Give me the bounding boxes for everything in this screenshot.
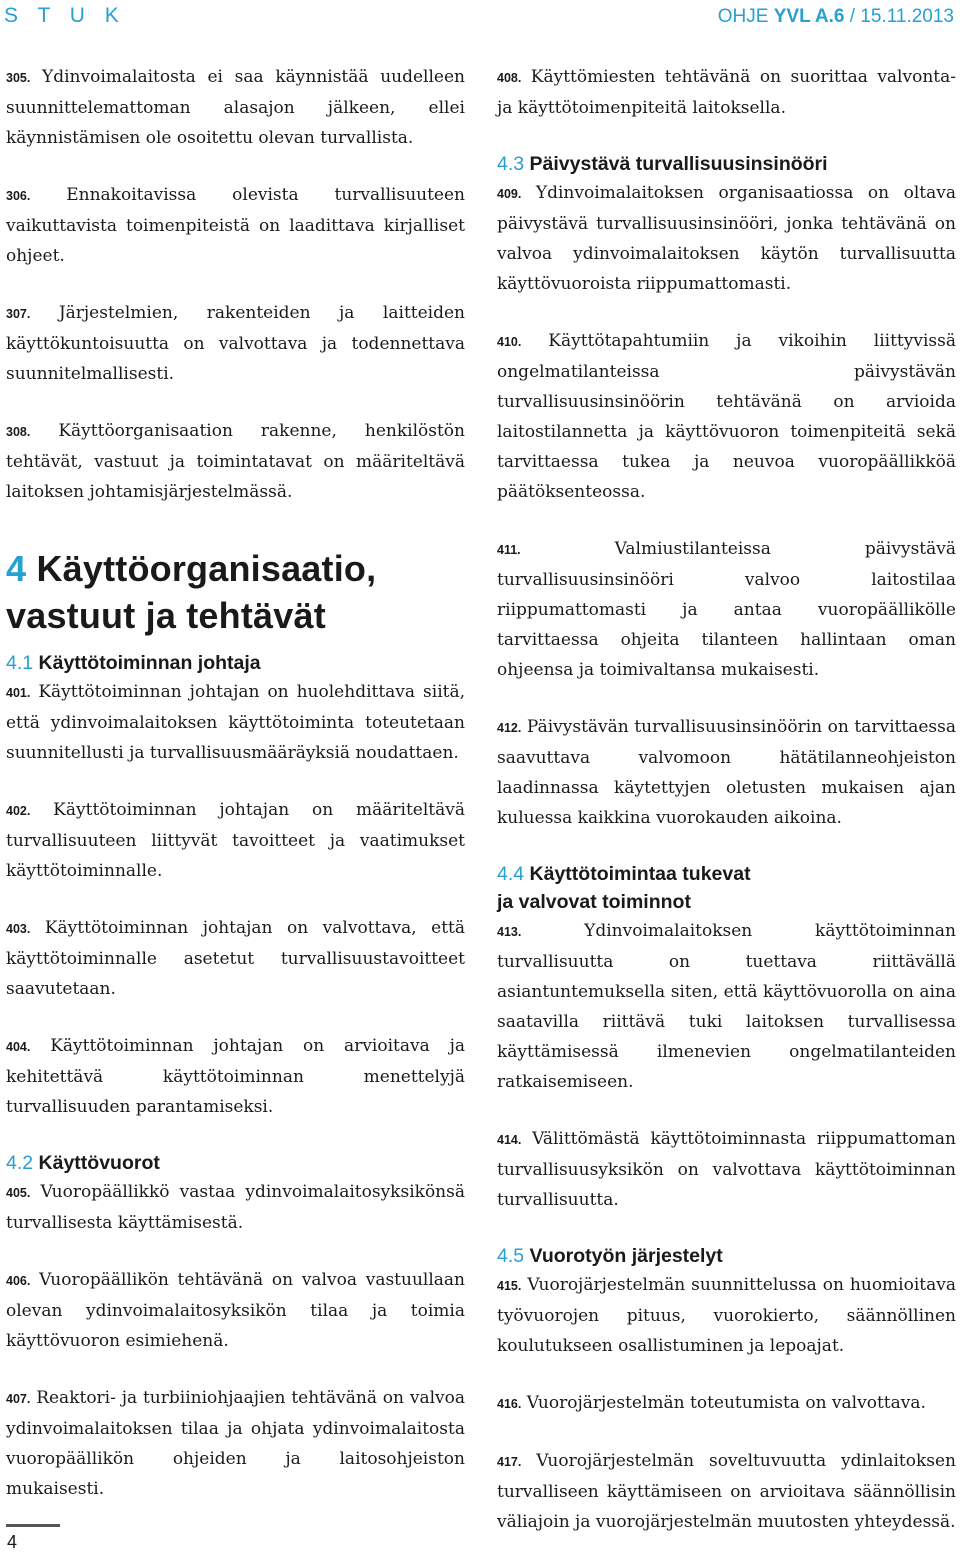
paragraph-number: 307. bbox=[6, 307, 31, 321]
paragraph-text: Vuorojärjestelmän suunnittelussa on huomioitava työvuorojen pituus, vuorokierto, säännöllinen koulutukseen osallistuminen ja lepoajat. bbox=[497, 1275, 956, 1356]
paragraph-number: 415. bbox=[497, 1279, 522, 1293]
paragraph-414 bbox=[497, 1124, 956, 1215]
paragraph-text: Käyttötoiminnan johtajan on määriteltävä turvallisuuteen liittyvät tavoitteet ja vaatimukset käyttötoiminnalle. bbox=[6, 800, 465, 881]
paragraph-305 bbox=[6, 62, 465, 153]
section-title-line2: vastuut ja tehtävät bbox=[6, 595, 326, 636]
paragraph-text: Päivystävän turvallisuusinsinöörin on tarvittaessa saavuttava valvomoon hätätilanneohjeiston laadinnassa käytettyjen oletusten mukaisen ajan kuluessa kaikkina vuorokauden aikoina. bbox=[497, 717, 956, 828]
subsection-heading-4-5 bbox=[497, 1242, 956, 1270]
paragraph-text: Järjestelmien, rakenteiden ja laitteiden käyttökuntoisuutta on valvottava ja todennettava suunnitelmallisesti. bbox=[6, 303, 465, 384]
paragraph-text: Käyttötoiminnan johtajan on valvottava, että käyttötoiminnalle asetetut turvallisuustavoitteet saavutetaan. bbox=[6, 918, 465, 999]
footer-divider bbox=[6, 1524, 60, 1527]
header-guide-reference bbox=[718, 6, 954, 28]
header-guide-date: / 15.11.2013 bbox=[844, 6, 954, 27]
paragraph-number: 408. bbox=[497, 71, 522, 85]
section-heading-4 bbox=[6, 545, 465, 639]
paragraph-text: Reaktori- ja turbiiniohjaajien tehtävänä on valvoa ydinvoimalaitoksen tilaa ja ohjata ydinvoimalaitosta vuoropäällikön ohjeiden ja laitosohjeiston mukaisesti. bbox=[6, 1388, 465, 1499]
section-number: 4 bbox=[6, 548, 27, 589]
page-number: 4 bbox=[7, 1532, 18, 1552]
paragraph-407 bbox=[6, 1383, 465, 1504]
paragraph-text: Ydinvoimalaitosta ei saa käynnistää uudelleen suunnittelemattoman alasajon jälkeen, ellei käynnistämisen ole osoitettu olevan turvallista. bbox=[6, 67, 465, 148]
subsection-heading-4-2 bbox=[6, 1149, 465, 1177]
paragraph-number: 404. bbox=[6, 1040, 31, 1054]
paragraph-415 bbox=[497, 1270, 956, 1361]
paragraph-401 bbox=[6, 677, 465, 768]
right-column bbox=[497, 62, 956, 1564]
paragraph-number: 308. bbox=[6, 425, 31, 439]
paragraph-308 bbox=[6, 416, 465, 507]
paragraph-number: 401. bbox=[6, 686, 31, 700]
paragraph-409 bbox=[497, 178, 956, 299]
paragraph-number: 417. bbox=[497, 1455, 522, 1469]
subsection-title: Vuorotyön järjestelyt bbox=[529, 1245, 723, 1267]
header-guide-label: OHJE bbox=[717, 6, 774, 27]
paragraph-text: Käyttöorganisaation rakenne, henkilöstön tehtävät, vastuut ja toimintatavat on määriteltävä laitoksen johtamisjärjestelmässä. bbox=[6, 421, 465, 502]
paragraph-413 bbox=[497, 916, 956, 1097]
paragraph-307 bbox=[6, 298, 465, 389]
subsection-title: Käyttötoiminnan johtaja bbox=[38, 652, 261, 674]
paragraph-416 bbox=[497, 1388, 956, 1419]
subsection-number: 4.4 bbox=[497, 863, 525, 885]
paragraph-number: 305. bbox=[6, 71, 31, 85]
paragraph-text: Käyttötapahtumiin ja vikoihin liittyvissä ongelmatilanteissa päivystävän turvallisuusinsinöörin tehtävänä on arvioida laitostilannetta ja käyttövuoron toimenpiteitä sekä tarvittaessa tukea ja neuvoa vuoropäällikköä päätöksenteossa. bbox=[497, 331, 956, 502]
left-column bbox=[6, 62, 465, 1531]
header-guide-code: YVL A.6 bbox=[773, 6, 845, 27]
paragraph-text: Välittömästä käyttötoiminnasta riippumattoman turvallisuusyksikön on valvottava käyttötoiminnan turvallisuutta. bbox=[497, 1129, 956, 1210]
paragraph-number: 411. bbox=[497, 543, 521, 557]
subsection-heading-4-1 bbox=[6, 649, 465, 677]
header-organization: S T U K bbox=[4, 4, 126, 27]
paragraph-text: Käyttötoiminnan johtajan on huolehdittava siitä, että ydinvoimalaitoksen käyttötoiminta toteutetaan suunnitellusti ja turvallisuusmääräyksiä noudattaen. bbox=[6, 682, 465, 763]
paragraph-number: 416. bbox=[497, 1397, 522, 1411]
paragraph-number: 407. bbox=[6, 1392, 31, 1406]
paragraph-number: 412. bbox=[497, 721, 522, 735]
paragraph-405 bbox=[6, 1177, 465, 1238]
paragraph-number: 403. bbox=[6, 922, 31, 936]
paragraph-403 bbox=[6, 913, 465, 1004]
paragraph-text: Vuorojärjestelmän soveltuvuutta ydinlaitoksen turvalliseen käyttämiseen on arvioitava säännöllisin väliajoin ja vuorojärjestelmän muutosten yhteydessä. bbox=[497, 1451, 956, 1532]
paragraph-411 bbox=[497, 534, 956, 685]
paragraph-number: 402. bbox=[6, 804, 31, 818]
section-title-line1: Käyttöorganisaatio, bbox=[36, 548, 377, 589]
paragraph-number: 410. bbox=[497, 335, 522, 349]
paragraph-text: Käyttömiesten tehtävänä on suorittaa valvonta- ja käyttötoimenpiteitä laitoksella. bbox=[497, 67, 956, 118]
paragraph-text: Vuorojärjestelmän toteutumista on valvottava. bbox=[521, 1393, 926, 1413]
subsection-number: 4.3 bbox=[497, 153, 525, 175]
paragraph-number: 413. bbox=[497, 925, 522, 939]
paragraph-412 bbox=[497, 712, 956, 833]
paragraph-408 bbox=[497, 62, 956, 123]
subsection-heading-4-4 bbox=[497, 860, 956, 916]
paragraph-text: Ennakoitavissa olevista turvallisuuteen vaikuttavista toimenpiteistä on laadittava kirjalliset ohjeet. bbox=[6, 185, 465, 266]
subsection-number: 4.5 bbox=[497, 1245, 525, 1267]
paragraph-number: 406. bbox=[6, 1274, 31, 1288]
paragraph-402 bbox=[6, 795, 465, 886]
paragraph-text: Ydinvoimalaitoksen käyttötoiminnan turvallisuutta on tuettava riittävällä asiantuntemuksella siten, että käyttövuorolla on aina saatavilla riittävä tuki laitoksen turvallisessa käyttämisessä ilmenevien ongelmatilanteiden ratkaisemiseen. bbox=[497, 921, 956, 1092]
paragraph-number: 414. bbox=[497, 1133, 522, 1147]
paragraph-text: Vuoropäällikkö vastaa ydinvoimalaitosyksikönsä turvallisesta käyttämisestä. bbox=[6, 1182, 465, 1233]
paragraph-text: Käyttötoiminnan johtajan on arvioitava ja kehitettävä käyttötoiminnan menettelyjä turvallisuuden parantamiseksi. bbox=[6, 1036, 465, 1117]
paragraph-306 bbox=[6, 180, 465, 271]
subsection-number: 4.1 bbox=[6, 652, 34, 674]
subsection-title-line2: ja valvovat toiminnot bbox=[497, 891, 691, 913]
paragraph-text: Valmiustilanteissa päivystävä turvallisuusinsinööri valvoo laitostilaa riippumattomasti ja antaa vuoropäällikölle tarvittaessa ohjeita tilanteen hallintaan oman ohjeensa ja toimivaltansa mukaisesti. bbox=[497, 539, 956, 680]
subsection-title-line1: Käyttötoimintaa tukevat bbox=[529, 863, 751, 885]
paragraph-number: 405. bbox=[6, 1186, 31, 1200]
subsection-title: Päivystävä turvallisuusinsinööri bbox=[529, 153, 828, 175]
subsection-heading-4-3 bbox=[497, 150, 956, 178]
subsection-number: 4.2 bbox=[6, 1152, 34, 1174]
paragraph-number: 306. bbox=[6, 189, 31, 203]
paragraph-text: Ydinvoimalaitoksen organisaatiossa on oltava päivystävä turvallisuusinsinööri, jonka tehtävänä on valvoa ydinvoimalaitoksen käytön turvallisuutta käyttövuoroista riippumattomasti. bbox=[497, 183, 956, 294]
subsection-title: Käyttövuorot bbox=[38, 1152, 160, 1174]
paragraph-406 bbox=[6, 1265, 465, 1356]
paragraph-410 bbox=[497, 326, 956, 507]
paragraph-417 bbox=[497, 1446, 956, 1537]
paragraph-number: 409. bbox=[497, 187, 522, 201]
paragraph-404 bbox=[6, 1031, 465, 1122]
paragraph-text: Vuoropäällikön tehtävänä on valvoa vastuullaan olevan ydinvoimalaitosyksikön tilaa ja toimia käyttövuoron esimiehenä. bbox=[6, 1270, 465, 1351]
